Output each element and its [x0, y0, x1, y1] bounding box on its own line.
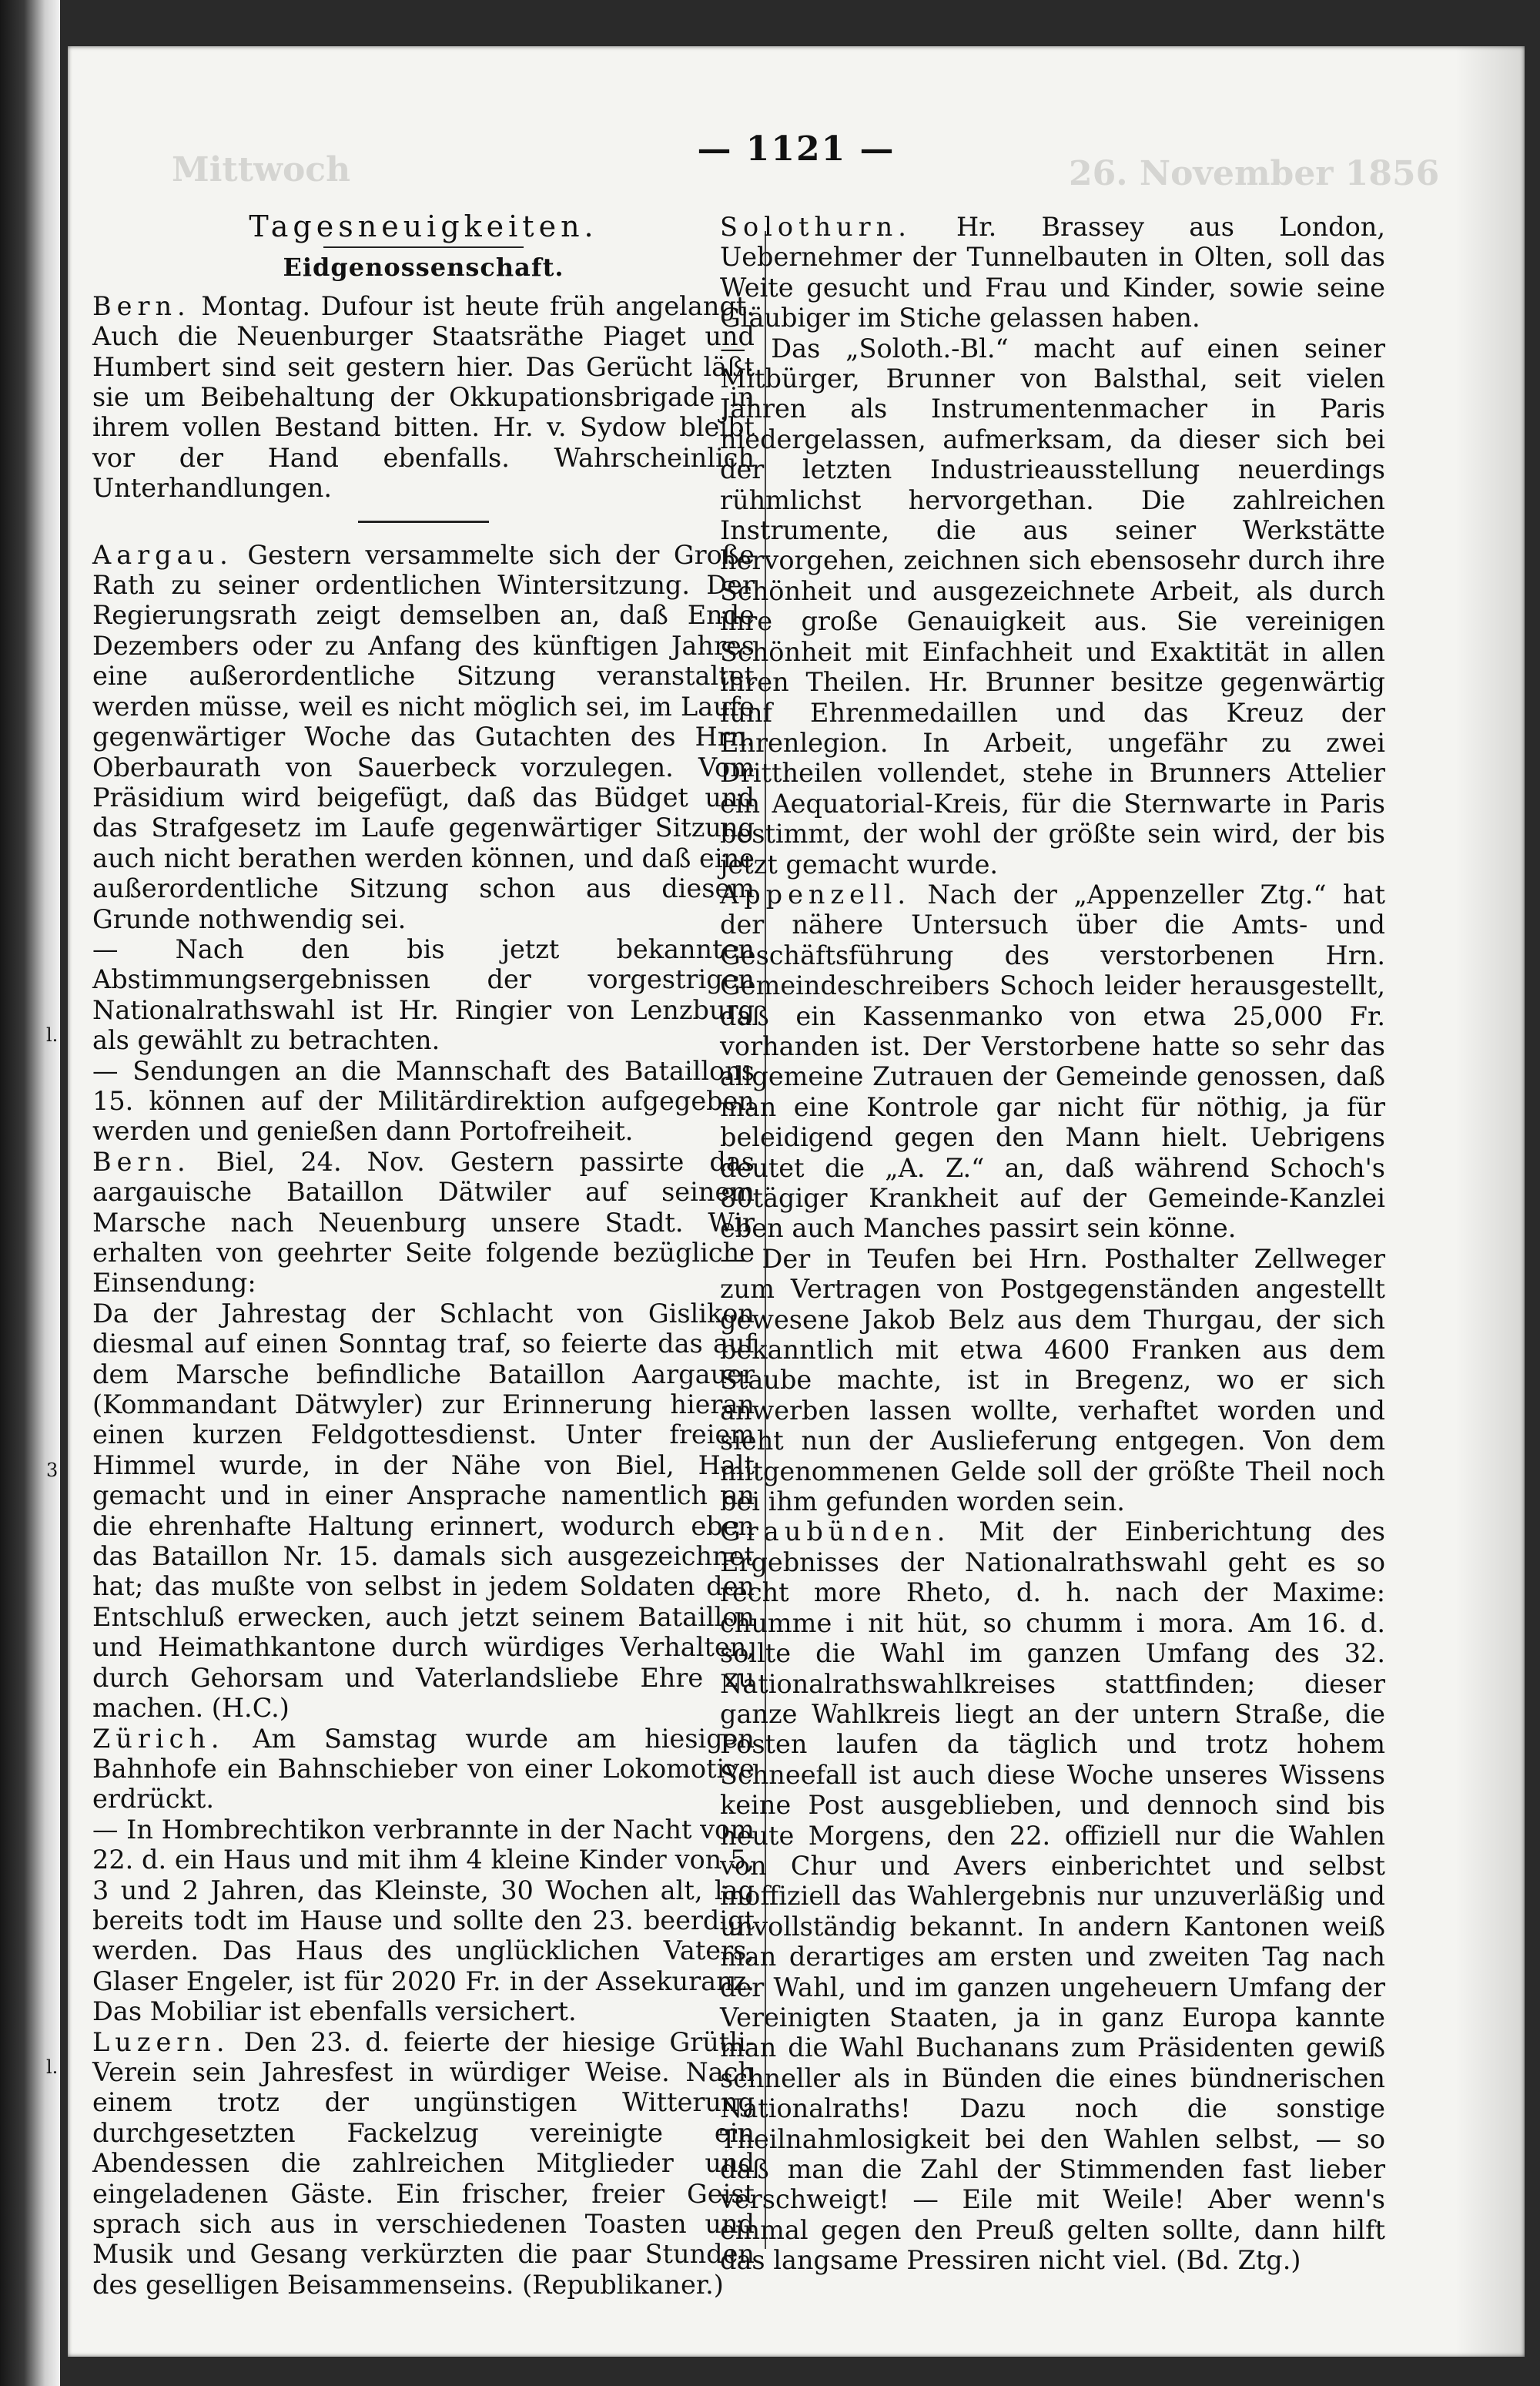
- margin-mark: 3: [46, 1459, 59, 1481]
- article-paragraph: — Der in Teufen bei Hrn. Posthalter Zellweger zum Vertragen von Postgegenständen angestellt gewesene Jakob Belz aus dem Thurgau, der sich bekanntlich mit etwa 4600 Franken aus dem Staube machte, ist in Bregenz, wo er sich anwerben lassen wollte, verhaftet worden und sieht nun der Auslieferung entgegen. Von dem mitgenommenen Gelde soll der größte Theil noch bei ihm gefunden worden sein.: [720, 1243, 1385, 1517]
- subsection-heading: Eidgenossenschaft.: [283, 253, 564, 283]
- article-paragraph: — Nach den bis jetzt bekannten Abstimmungsergebnissen der vorgestrigen Nationalrathswahl ist Hr. Ringier von Lenzburg als gewählt zu betrachten.: [92, 933, 755, 1056]
- article-paragraph: Bern. Biel, 24. Nov. Gestern passirte das aargauische Bataillon Dätwiler auf seinem Marsche nach Neuenburg unsere Stadt. Wir erhalten von geehrter Seite folgende bezügliche Einsendung:: [92, 1146, 755, 1299]
- article-paragraph: — In Hombrechtikon verbrannte in der Nacht vom 22. d. ein Haus und mit ihm 4 kleine Kinder von 5, 3 und 2 Jahren, das Kleinste, 30 Wochen alt, lag bereits todt im Hause und sollte den 23. beerdigt werden. Das Haus des unglücklichen Vaters, Glaser Engeler, ist für 2020 Fr. in der Assekuranz. Das Mobiliar ist ebenfalls versichert.: [92, 1814, 755, 2027]
- article-paragraph: Da der Jahrestag der Schlacht von Gislikon diesmal auf einen Sonntag traf, so feierte das auf dem Marsche befindliche Bataillon Aargauer (Kommandant Dätwyler) zur Erinnerung hieran einen kurzen Feldgottesdienst. Unter freiem Himmel wurde, in der Nähe von Biel, Halt gemacht und in einer Ansprache namentlich an die ehrenhafte Haltung erinnert, wodurch eben das Bataillon Nr. 15. damals sich ausgezeichnet hat; das mußte von selbst in jedem Soldaten den Entschluß erwecken, auch jetzt seinem Bataillon und Heimathkantone durch würdiges Verhalten, durch Gehorsam und Vaterlandsliebe Ehre zu machen. (H.C.): [92, 1298, 755, 1724]
- article-paragraph: Zürich. Am Samstag wurde am hiesigen Bahnhofe ein Bahnschieber von einer Lokomotive erdrückt.: [92, 1723, 755, 1815]
- left-column: [92, 209, 755, 2300]
- article-paragraph: Aargau. Gestern versammelte sich der Große Rath zu seiner ordentlichen Wintersitzung. Der Regierungsrath zeigt demselben an, daß Ende Dezembers oder zu Anfang des künftigen Jahres eine außerordentliche Sitzung veranstaltet werden müsse, weil es nicht möglich sei, im Laufe gegenwärtiger Woche das Gutachten des Hrn. Oberbaurath von Sauerbeck vorzulegen. Vom Präsidium wird beigefügt, daß das Büdget und das Strafgesetz im Laufe gegenwärtiger Sitzung auch nicht berathen werden können, und daß eine außerordentliche Sitzung schon aus diesem Grunde nothwendig sei.: [92, 539, 755, 934]
- heading-rule: [323, 246, 524, 248]
- page-number: — 1121 —: [697, 129, 896, 169]
- bleed-through-text: Mittwoch: [172, 150, 351, 189]
- article-paragraph: Appenzell. Nach der „Appenzeller Ztg.“ hat der nähere Untersuch über die Amts- und Geschäftsführung des verstorbenen Hrn. Gemeindeschreibers Schoch leider herausgestellt, daß ein Kassenmanko von etwa 25,000 Fr. vorhanden ist. Der Verstorbene hatte so sehr das allgemeine Zutrauen der Gemeinde genossen, daß man eine Kontrole gar nicht für nöthig, ja für beleidigend gegen den Mann hielt. Uebrigens deutet die „A. Z.“ an, daß während Schoch's 80tägiger Krankheit auf der Gemeinde-Kanzlei eben auch Manches passirt sein könne.: [720, 879, 1385, 1244]
- article-paragraph: — Das „Soloth.-Bl.“ macht auf einen seiner Mitbürger, Brunner von Balsthal, seit vielen Jahren als Instrumentenmacher in Paris niedergelassen, aufmerksam, da dieser sich bei der letzten Industrieausstellung neuerdings rühmlichst hervorgethan. Die zahlreichen Instrumente, die aus seiner Werkstätte hervorgehen, zeichnen sich ebensosehr durch ihre Schönheit und ausgezeichnete Arbeit, als durch ihre große Genauigkeit aus. Sie vereinigen Schönheit mit Einfachheit und Exaktität in allen ihren Theilen. Hr. Brunner besitze gegenwärtig fünf Ehrenmedaillen und das Kreuz der Ehrenlegion. In Arbeit, ungefähr zu zwei Drittheilen vollendet, stehe in Brunners Attelier ein Aequatorial-Kreis, für die Sternwarte in Paris bestimmt, der wohl der größte sein wird, der bis jetzt gemacht wurde.: [720, 333, 1385, 880]
- right-column: [720, 212, 1385, 2276]
- bleed-through-text: 26. November 1856: [1069, 154, 1440, 193]
- section-heading: Tagesneuigkeiten.: [249, 209, 598, 243]
- article-paragraph: Bern. Montag. Dufour ist heute früh angelangt. Auch die Neuenburger Staatsräthe Piaget und Humbert sind seit gestern hier. Das Gerücht läßt sie um Beibehaltung der Okkupationsbrigade in ihrem vollen Bestand bitten. Hr. v. Sydow bleibt vor der Hand ebenfalls. Wahrscheinlich Unterhandlungen.: [92, 290, 755, 504]
- margin-mark: l.: [46, 1024, 59, 1046]
- article-paragraph: Luzern. Den 23. d. feierte der hiesige Grütli-Verein sein Jahresfest in würdiger Weise. Nach einem trotz der ungünstigen Witterung durchgesetzten Fackelzug vereinigte ein Abendessen die zahlreichen Mitglieder und eingeladenen Gäste. Ein frischer, freier Geist sprach sich aus in verschiedenen Toasten und Musik und Gesang verkürzten die paar Stunden des geselligen Beisammenseins. (Republikaner.): [92, 2026, 755, 2300]
- article-paragraph: Solothurn. Hr. Brassey aus London, Uebernehmer der Tunnelbauten in Olten, soll das Weite gesucht und Frau und Kinder, sowie seine Gläubiger im Stiche gelassen haben.: [720, 212, 1385, 333]
- margin-mark: l.: [46, 2056, 59, 2078]
- article-paragraph: — Sendungen an die Mannschaft des Bataillons 15. können auf der Militärdirektion aufgegeben werden und genießen dann Portofreiheit.: [92, 1055, 755, 1147]
- page-shading: [1455, 46, 1525, 2357]
- separator-rule: [358, 521, 489, 523]
- left-margin-marks: [46, 0, 69, 2386]
- article-paragraph: Graubünden. Mit der Einberichtung des Ergebnisses der Nationalrathswahl geht es so recht more Rheto, d. h. nach der Maxime: chumme i nit hüt, so chumm i mora. Am 16. d. sollte die Wahl im ganzen Umfang des 32. Nationalrathswahlkreises stattfinden; dieser ganze Wahlkreis liegt an der untern Straße, die Posten laufen da täglich und trotz hohem Schneefall ist auch diese Woche unseres Wissens keine Post ausgeblieben, und dennoch sind bis heute Morgens, den 22. offiziell nur die Wahlen von Chur und Avers einberichtet und selbst inoffiziell das Wahlergebnis nur unzuverläßig und unvollständig bekannt. In andern Kantonen weiß man derartiges am ersten und zweiten Tag nach der Wahl, und im ganzen ungeheuern Umfang der Vereinigten Staaten, ja in ganz Europa kannte man die Wahl Buchanans zum Präsidenten gewiß schneller als in Bünden die eines bündnerischen Nationalraths! Dazu noch die sonstige Theilnahmlosigkeit bei den Wahlen selbst, — so daß man die Zahl der Stimmenden fast lieber verschweigt! — Eile mit Weile! Aber wenn's einmal gegen den Preuß gelten sollte, dann hilft das langsame Pressiren nicht viel. (Bd. Ztg.): [720, 1516, 1385, 2276]
